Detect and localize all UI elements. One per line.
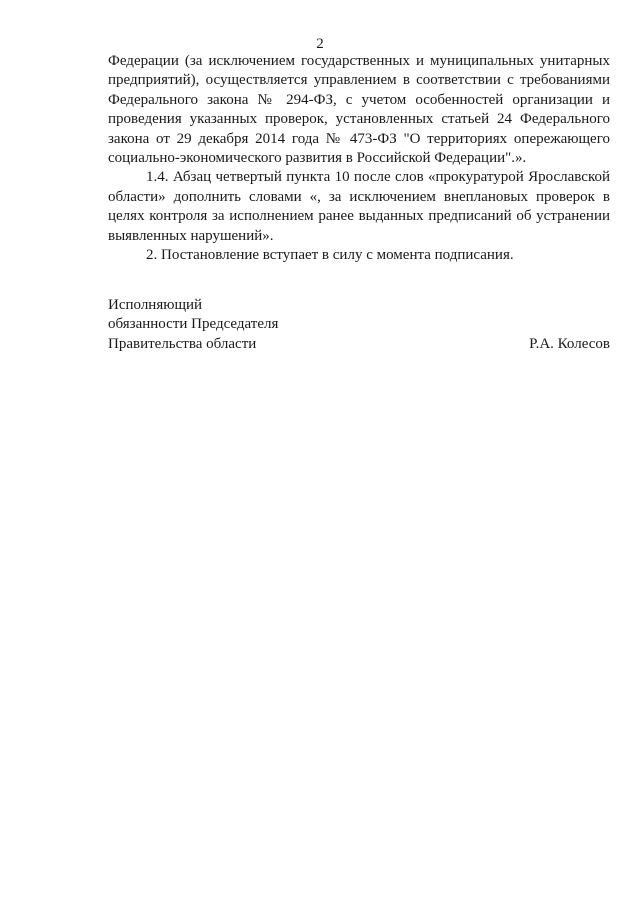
signatory-title-line-1: Исполняющий bbox=[108, 297, 203, 313]
signatory-name: Р.А. Колесов bbox=[529, 335, 610, 352]
signature-block bbox=[108, 296, 610, 354]
paragraph-continuation: Федерации (за исключением государственных и муниципальных унитарных предприятий), осуществляется управлением в соответствии с требованиями Федерального закона № 294-ФЗ, с учетом особенностей организации и проведения указанных проверок, установленных статьей 24 Федерального закона от 29 декабря 2014 года № 473-ФЗ "О территориях опережающего социально-экономического развития в Российской Федерации".». bbox=[108, 53, 610, 167]
document-body bbox=[108, 52, 610, 265]
page-number: 2 bbox=[316, 36, 324, 52]
paragraph-item-1-4: 1.4. Абзац четвертый пункта 10 после слов «прокуратурой Ярославской области» дополнить словами «, за исключением внеплановых проверок в целях контроля за исполнением ранее выданных предписаний об устранении выявленных нарушений». bbox=[108, 169, 610, 244]
signatory-row bbox=[108, 335, 610, 354]
paragraph-item-2: 2. Постановление вступает в силу с момента подписания. bbox=[146, 247, 514, 264]
signatory-title-line-3: Правительства области bbox=[108, 335, 257, 352]
signatory-title-line-2: обязанности Председателя bbox=[108, 316, 279, 333]
